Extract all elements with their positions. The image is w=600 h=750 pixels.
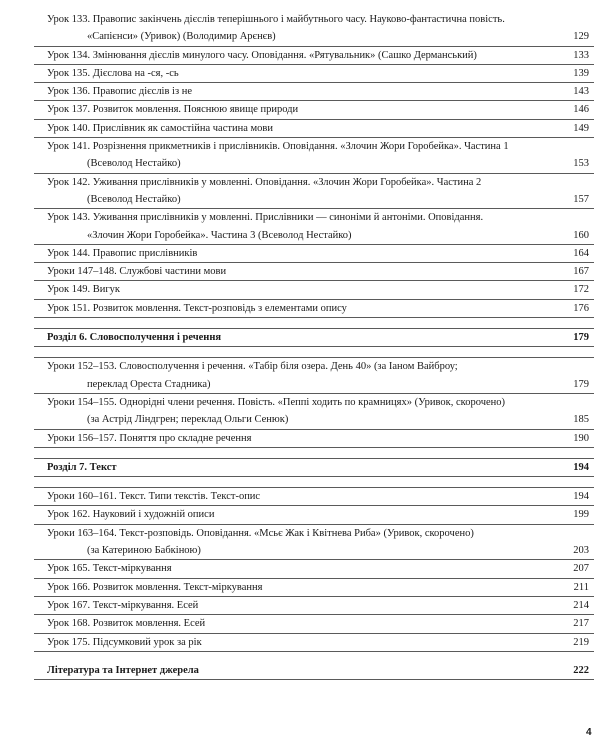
toc-entry-title: Література та Інтернет джерела [47,664,199,676]
toc-page-number: 143 [573,86,589,98]
toc-entry-title: Урок 149. Вигук [47,284,121,296]
toc-entry-title: Уроки 147–148. Службові частини мови [47,266,227,278]
toc-page-number: 129 [573,31,589,43]
toc-entry-title: Уроки 154–155. Однорідні члени речення. Повість. «Пеппі ходить по крамницях» (Уривок, скорочено) [47,396,506,408]
toc-entry-title: Урок 136. Правопис дієслів із не [47,86,193,98]
toc-page-number: 133 [573,49,589,61]
section-gap [34,448,594,459]
toc-page-number: 190 [573,432,589,444]
toc-page-number: 164 [573,247,589,259]
toc-page-number: 219 [573,636,589,648]
toc-entry-title: Розділ 6. Словосполучення і речення [47,332,222,344]
toc-page-number: 172 [573,284,589,296]
toc-entry-title: Урок 151. Розвиток мовлення. Текст-розповідь з елементами опису [47,302,347,314]
toc-entry[interactable] [34,65,594,83]
toc-page-number: 214 [573,599,589,611]
toc-entry[interactable] [34,209,594,245]
toc-entry-title: Уроки 156–157. Поняття про складне речення [47,432,252,444]
toc-entry-title: Урок 165. Текст-міркування [47,563,172,575]
toc-entry[interactable] [34,634,594,652]
toc-page-number: 207 [573,563,589,575]
page-number: 4 [586,727,592,738]
toc-page-number: 160 [573,229,589,241]
toc-entry[interactable] [34,47,594,65]
toc-entry[interactable] [34,430,594,448]
toc-entry-title: Урок 143. Уживання прислівників у мовленні. Прислівники — синоніми й антоніми. Оповідання. [47,212,484,224]
toc-entry[interactable] [34,525,594,561]
toc-page-number: 222 [573,664,589,676]
toc-page-number: 167 [573,266,589,278]
section-gap [34,652,594,662]
toc-entry-title-continued: переклад Ореста Стадника) [87,378,211,390]
toc-entry[interactable] [34,488,594,506]
toc-entry[interactable] [34,560,594,578]
toc-page-number: 203 [573,545,589,557]
toc-entry[interactable] [34,300,594,318]
toc-entry[interactable] [34,358,594,394]
toc-entry[interactable] [34,138,594,174]
toc-entry-title: Урок 144. Правопис прислівників [47,247,198,259]
toc-entry-title: Урок 134. Змінювання дієслів минулого часу. Оповідання. «Рятувальник» (Сашко Дерманський) [47,49,477,61]
toc-entry[interactable] [34,11,594,47]
toc-page-number: 149 [573,122,589,134]
toc-page-number: 211 [573,581,589,593]
toc-entry-title: Уроки 152–153. Словосполучення і речення. «Табір біля озера. День 40» (за Іаном Вайброу; [47,361,458,373]
toc-entry[interactable] [34,101,594,119]
toc-page-number: 157 [573,193,589,205]
toc-entry[interactable] [34,615,594,633]
toc-entry-title-continued: (Всеволод Нестайко) [87,158,181,170]
toc-entry-title: Урок 167. Текст-міркування. Есей [47,599,199,611]
toc-entry[interactable] [34,174,594,210]
toc-entry-title: Урок 133. Правопис закінчень дієслів теперішнього і майбутнього часу. Науково-фантастична повість. [47,14,505,25]
toc-entry-title: Урок 142. Уживання прислівників у мовленні. Оповідання. «Злочин Жори Горобейка». Частина 2 [47,176,482,188]
toc-entry-title: Урок 141. Розрізнення прикметників і прислівників. Оповідання. «Злочин Жори Горобейка». Частина 1 [47,141,509,153]
toc-entry[interactable] [34,281,594,299]
toc-page-number: 139 [573,67,589,79]
toc-entry[interactable] [34,394,594,430]
toc-entry-title: Урок 166. Розвиток мовлення. Текст-міркування [47,581,263,593]
toc-section-heading[interactable] [34,459,594,477]
toc-entry-title: Урок 140. Прислівник як самостійна частина мови [47,122,273,134]
toc-entry-title: Урок 168. Розвиток мовлення. Есей [47,618,206,630]
toc-page-number: 217 [573,618,589,630]
toc-entry[interactable] [34,579,594,597]
toc-entry-title-continued: (Всеволод Нестайко) [87,193,181,205]
section-gap [34,347,594,358]
toc-page-number: 179 [573,378,589,390]
toc-section-heading[interactable] [34,329,594,347]
toc-entry-title: Уроки 160–161. Текст. Типи текстів. Текст-опис [47,491,261,503]
toc-page-number: 153 [573,158,589,170]
toc-page-number: 194 [573,491,589,503]
toc-entry-title: Урок 137. Розвиток мовлення. Пояснюю явище природи [47,104,299,116]
toc-page-number: 146 [573,104,589,116]
toc-page-number: 199 [573,509,589,521]
toc-section-heading[interactable] [34,662,594,680]
toc-entry[interactable] [34,263,594,281]
toc-entry[interactable] [34,245,594,263]
toc-page-number: 176 [573,302,589,314]
toc-entry-title: Урок 135. Дієслова на -ся, -сь [47,67,179,79]
toc-entry-title: Урок 175. Підсумковий урок за рік [47,636,202,648]
toc-entry-title-continued: «Сапієнси» (Уривок) (Володимир Арєнєв) [87,31,276,43]
table-of-contents [34,11,594,680]
toc-page-number: 194 [573,461,589,473]
toc-entry[interactable] [34,597,594,615]
toc-entry-title: Уроки 163–164. Текст-розповідь. Оповідання. «Мсьє Жак і Квітнева Риба» (Уривок, скорочено) [47,527,474,539]
toc-entry-title-continued: «Злочин Жори Горобейка». Частина 3 (Всеволод Нестайко) [87,229,352,241]
toc-entry-title: Урок 162. Науковий і художній описи [47,509,215,521]
toc-entry[interactable] [34,506,594,524]
toc-page-number: 185 [573,414,589,426]
toc-entry[interactable] [34,120,594,138]
section-gap [34,477,594,488]
section-gap [34,318,594,329]
toc-entry-title-continued: (за Катериною Бабкіною) [87,545,201,557]
toc-entry-title-continued: (за Астрід Ліндгрен; переклад Ольги Сенюк) [87,414,289,426]
toc-entry-title: Розділ 7. Текст [47,461,117,473]
toc-page-number: 179 [573,332,589,344]
toc-entry[interactable] [34,83,594,101]
